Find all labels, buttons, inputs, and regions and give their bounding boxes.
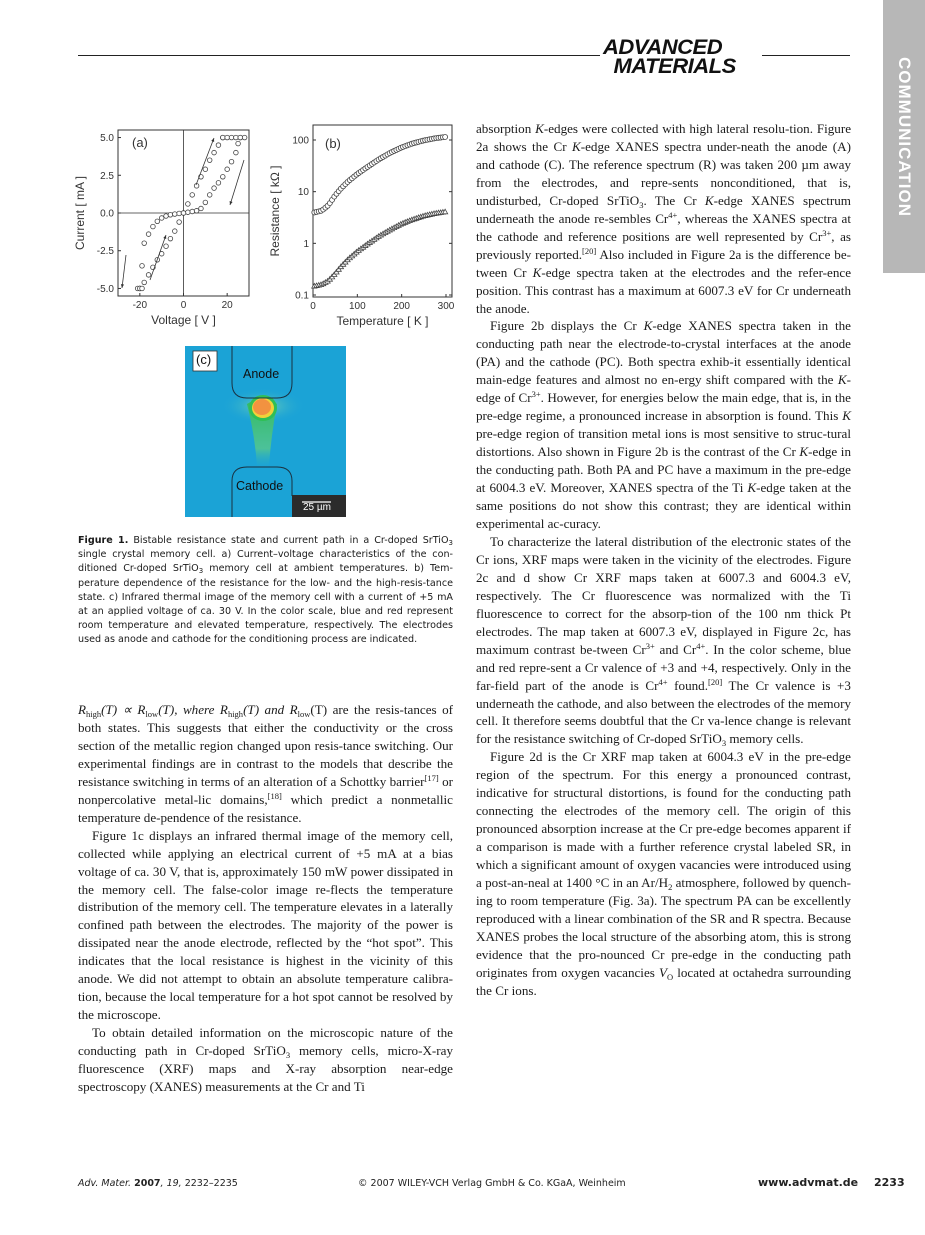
caption-sub: 3 xyxy=(448,539,453,547)
caption-text-2: single crystal memory cell. a) Current–voltage characteristics of the con-ditioned Cr-doped SrTiO xyxy=(78,549,453,575)
header-rule-right xyxy=(762,55,850,56)
paragraph: Figure 1c displays an infrared thermal image of the memory cell, collected while applying an electrical current of +5 mA at a bias voltage of ca. 30 V, that is, approximately 150 mW power dissipated in the memory cell. The false-color image re-flects the temperature distribution of the memory cell. The temperature elevates in a laterally confined path between the electrodes. The majority of the power is dissipated near the anode electrode, reflected by the “hot spot”. This indicates that the local resistance is highest in the vicinity of this anode. We did not attempt to obtain an absolute temperature calibra-tion, because the local temperature for a hot spot cannot be resolved by the microscope. xyxy=(78,827,453,1023)
figure-1b-rt-plot xyxy=(262,118,462,336)
right-column xyxy=(476,120,851,1000)
svg-text:200: 200 xyxy=(393,301,411,312)
svg-text:10: 10 xyxy=(297,187,309,199)
figure-1c-thermal-image xyxy=(185,346,346,517)
svg-text:20: 20 xyxy=(221,300,233,311)
section-tab-label: COMMUNICATION xyxy=(895,56,914,217)
svg-text:Current [ mA ]: Current [ mA ] xyxy=(73,175,87,251)
svg-text:5.0: 5.0 xyxy=(100,133,114,145)
left-column xyxy=(78,701,453,1096)
paragraph: $R_{high}(T) \propto R_{low}(T)$, where $R_{high}(T)$ and $R_{low}(T)$ are the resis-tances of both states. This suggests that either the conductivity or the cross section of the metallic region changed upon resis-tance switching. Our experimental findings are in contrast to the models that describe the resistance switching in terms of an alteration of a Schottky barrier[17] or nonpercolative metal-lic domains,[18] which predict a nonmetallic temperature de-pendence of the resistance. xyxy=(78,702,453,825)
page-number: 2233 xyxy=(874,1176,905,1189)
paragraph: To characterize the lateral distribution of the electronic states of the Cr ions, XRF maps were taken in the vicinity of the electrodes. Figure 2c and d show Cr XRF maps taken at 6007.3 and 6004.3 eV, respectively. The Cr fluorescence was normalized with the Ti fluorescence to correct for the absorp-tion of the 100 nm thick Pt electrodes. The map taken at 6007.3 eV, displayed in Figure 2c, has maximum contrast be-tween $Cr^{3+}$ and $Cr^{4+}$. In the color scheme, blue and red repre-sent a Cr valence of +3 and +4, respectively. Only in the far-field part of the anode is $Cr^{4+}$ found.[20] The Cr valence is +3 underneath the cathode, and also between the electrodes of the memory cell. It therefore seems doubtful that the Cr va-lence change is relevant for the resistance switching of Cr-doped SrTiO$_3$ memory cells. xyxy=(476,533,851,749)
footer-website[interactable]: www.advmat.de xyxy=(758,1176,859,1189)
footer-copyright: © 2007 WILEY-VCH Verlag GmbH & Co. KGaA, Weinheim xyxy=(358,1178,626,1189)
svg-text:100: 100 xyxy=(292,135,309,147)
figure-1a-iv-plot xyxy=(72,118,257,336)
caption-text-3: memory cell at ambient temperatures. b) Tem-perature dependence of the resistance for the low- and the high-resis-tance state. c) Infrared thermal image of the memory cell with a current of +5 mA at an applied voltage of ca. 30 V. In the color scale, blue and red represent room temperature and elevated temperature, respectively. The electrodes used as anode and cathode for the conditioning process are indicated. xyxy=(78,563,453,646)
svg-text:Resistance [ kΩ ]: Resistance [ kΩ ] xyxy=(268,165,282,257)
scale-bar-label: 25 µm xyxy=(303,502,331,513)
header-rule-left xyxy=(78,55,600,56)
svg-text:(b): (b) xyxy=(325,136,341,151)
footer-citation: Adv. Mater. 2007, 19, 2232–2235 xyxy=(78,1178,238,1189)
svg-text:Voltage [ V ]: Voltage [ V ] xyxy=(151,313,216,327)
svg-text:0.1: 0.1 xyxy=(295,290,309,302)
caption-text: Bistable resistance state and current path in a Cr-doped SrTiO xyxy=(128,535,449,546)
figure-1-caption xyxy=(78,534,453,648)
paragraph: Figure 2d is the Cr XRF map taken at 6004.3 eV in the pre-edge region of the spectrum. For this energy a pronounced contrast, indicative for structural distortions, is found for the conducting path connecting the electrodes of the memory cell. The origin of this pronounced absorption increase at the Cr pre-edge becomes apparent if a comparison is made with a further reference crystal labeled SR, in which a significant amount of oxygen vacancies were introduced using a post-an-neal at 1400 °C in an $Ar/H_2$ atmosphere, followed by quench-ing to room temperature (Fig. 3a). The spectrum PA can be excellently reproduced with a linear combination of the SR and R spectra. Because XANES probes the local structure of the absorbing atom, this is strong evidence that the pro-nounced Cr pre-edge in the conducting path originates from oxygen vacancies $V_O$ located at octahedra surrounding the Cr ions. xyxy=(476,749,852,998)
svg-text:0: 0 xyxy=(310,301,316,312)
svg-text:100: 100 xyxy=(348,301,366,312)
svg-text:-2.5: -2.5 xyxy=(96,246,114,258)
caption-sub-2: 3 xyxy=(198,567,204,576)
svg-text:300: 300 xyxy=(437,301,455,312)
logo-line-1: ADVANCED xyxy=(603,36,723,59)
svg-text:2.5: 2.5 xyxy=(100,170,114,182)
svg-text:Temperature [ K ]: Temperature [ K ] xyxy=(336,314,429,328)
anode-label: Anode xyxy=(243,367,280,381)
svg-text:1: 1 xyxy=(303,238,309,250)
paragraph: Figure 2b displays the Cr K-edge XANES spectra taken in the conducting path near the electrode-to-crystal interfaces at the anode (PA) and the cathode (PC). Both spectra exhib-it essentially identical main-edge features and almost no en-ergy shift compared with the K-edge of $Cr^{3+}$. However, for energies below the main edge, that is, in the pre-edge regime, a pronounced increase in absorption is found. This K pre-edge region of transition metal ions is most sensitive to struc-tural distortions. Also shown in Figure 2b is the contrast of the Cr K-edge in the conducting path. Both PA and PC have a maximum in the pre-edge at 6004.3 eV. Moreover, XANES spectra of the Ti K-edge taken at the same positions do not show this contrast; they are identical within experimental ac-curacy. xyxy=(476,318,852,531)
paragraph: absorption K-edges were collected with high lateral resolu-tion. Figure 2a shows the Cr K-edge XANES spectra under-neath the anode (A) and cathode (C). The reference spectrum (R) was taken 200 µm away from the electrodes, and repre-sents nonconditioned, that is, undisturbed, Cr-doped SrTiO$_3$. The Cr K-edge XANES spectrum underneath the anode re-sembles $Cr^{4+}$, whereas the XANES spectra at the cathode and reference positions are well represented by $Cr^{3+}$, as previously reported.[20] Also included in Figure 2a is the difference be-tween Cr K-edge spectra taken at the electrodes and the refer-ence position. This contrast has a maximum at 6007.3 eV for Cr underneath the anode. xyxy=(476,121,852,316)
cathode-label: Cathode xyxy=(236,479,284,493)
svg-text:-20: -20 xyxy=(132,300,148,311)
logo-line-2: MATERIALS xyxy=(613,55,736,78)
section-tab xyxy=(883,0,925,273)
svg-text:(a): (a) xyxy=(132,135,148,150)
panel-label-c: (c) xyxy=(196,352,212,367)
journal-logo xyxy=(603,38,736,76)
svg-text:0: 0 xyxy=(180,300,187,311)
paragraph: To obtain detailed information on the microscopic nature of the conducting path in Cr-doped SrTiO$_3$ memory cells, micro-X-ray fluorescence (XRF) maps and X-ray absorption near-edge spectroscopy (XANES) measurements at the Cr and Ti xyxy=(78,1025,453,1095)
svg-text:0.0: 0.0 xyxy=(100,208,114,220)
svg-text:-5.0: -5.0 xyxy=(96,283,114,295)
caption-label: Figure 1. xyxy=(78,535,129,546)
